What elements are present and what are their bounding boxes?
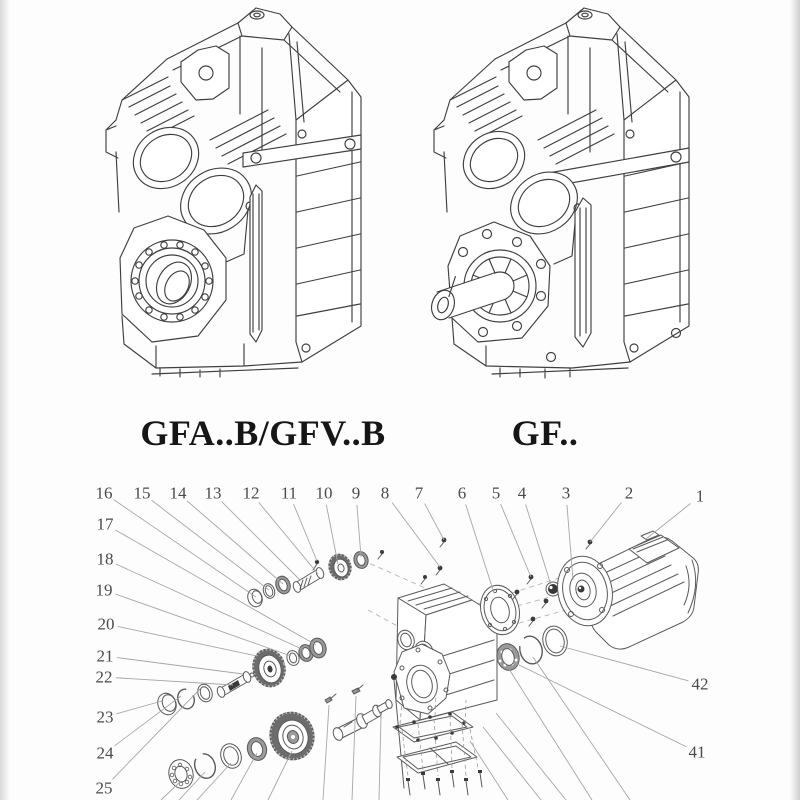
axis-dashed-line [362, 560, 425, 588]
part-intermediate-shaft-assembly [155, 636, 329, 717]
callout-5: 5 [491, 483, 501, 503]
leader-line-22 [116, 678, 233, 685]
callout-7: 7 [414, 483, 424, 503]
callout-22: 22 [95, 667, 113, 687]
callout-9: 9 [351, 483, 361, 503]
callout-42: 42 [691, 674, 709, 694]
drawing-shaft-mounted-reducer [106, 8, 361, 377]
leader-line-15 [152, 500, 269, 590]
leader-line-cutoff-2 [268, 751, 292, 800]
model-label-gf: GF.. [511, 413, 579, 453]
callout-1: 1 [695, 486, 705, 506]
callout-25: 25 [95, 778, 113, 798]
leader-line-cutoff-5 [323, 705, 329, 800]
leader-line-12 [259, 502, 318, 574]
drawing-solid-shaft-reducer [428, 8, 689, 378]
part-output-shaft-assembly [166, 685, 394, 791]
callout-3: 3 [561, 483, 571, 503]
callout-13: 13 [204, 483, 222, 503]
leader-line-10 [326, 505, 338, 564]
leader-line-8 [392, 503, 440, 567]
leader-line-cutoff-9 [483, 727, 541, 800]
part-input-shaft-assembly [245, 550, 384, 609]
leader-line-9 [357, 505, 361, 557]
exploded-view [155, 531, 699, 795]
leader-line-14 [187, 501, 283, 584]
callout-11: 11 [280, 483, 298, 503]
callout-24: 24 [96, 743, 114, 763]
leader-line-cutoff-8 [470, 741, 508, 800]
leader-line-cutoff-11 [533, 657, 630, 800]
leader-line-24 [115, 696, 181, 746]
leader-line-23 [117, 701, 162, 714]
callout-2: 2 [624, 483, 634, 503]
leader-line-6 [466, 504, 494, 593]
callout-8: 8 [380, 483, 390, 503]
leader-line-cutoff-4 [161, 781, 181, 800]
leader-line-18 [116, 564, 304, 650]
leader-line-2 [590, 502, 622, 542]
leader-line-5 [501, 504, 531, 577]
leader-line-cutoff-6 [352, 696, 356, 800]
leader-line-11 [294, 504, 317, 561]
callout-14: 14 [169, 483, 187, 503]
part-gasket [393, 712, 473, 742]
callout-15: 15 [133, 483, 151, 503]
callout-4: 4 [517, 483, 527, 503]
callout-23: 23 [96, 707, 114, 727]
callout-17: 17 [96, 514, 114, 534]
callout-16: 16 [95, 483, 113, 503]
callout-20: 20 [97, 614, 115, 634]
callout-10: 10 [315, 483, 333, 503]
model-label-gfab: GFA..B/GFV..B [140, 413, 386, 453]
leader-line-42 [560, 646, 688, 681]
leader-line-19 [115, 594, 291, 656]
leader-line-7 [425, 504, 444, 540]
leader-line-41 [513, 662, 686, 747]
callout-41: 41 [688, 742, 706, 762]
leader-line-cutoff-7 [379, 715, 381, 800]
callout-18: 18 [96, 549, 114, 569]
leader-line-20 [118, 626, 257, 656]
part-motor [551, 531, 698, 649]
callout-21: 21 [96, 646, 114, 666]
leader-line-21 [117, 658, 243, 674]
leader-line-cutoff-0 [197, 763, 231, 800]
callout-12: 12 [242, 483, 260, 503]
callout-19: 19 [95, 580, 113, 600]
leader-line-1 [646, 503, 691, 539]
callout-6: 6 [457, 483, 467, 503]
